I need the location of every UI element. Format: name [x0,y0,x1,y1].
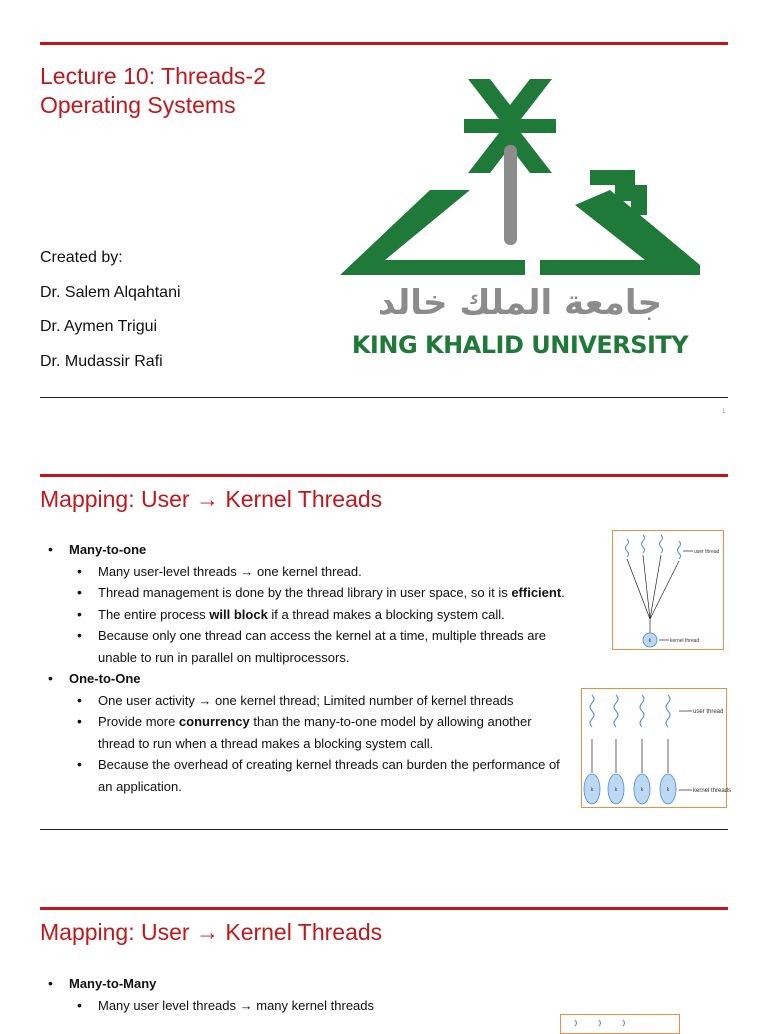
many-to-many-heading: Many-to-Many [69,976,157,991]
slide2-top-rule [40,474,728,477]
slide2-title: Mapping: User → Kernel Threads [40,486,383,512]
page-number: 1 [722,409,726,415]
logo-english-text: KING KHALID UNIVERSITY [351,331,689,359]
slide3-title: Mapping: User → Kernel Threads [40,919,383,945]
user-thread-label: user thread [694,549,720,555]
list-item: • Provide more conurrency than the many-to-one model by allowing another thread to run when a thread makes a blocking system call. [69,711,568,754]
list-item: • Because the overhead of creating kernel threads can burden the performance of an application. [69,754,568,797]
list-item: • Thread management is done by the thread library in user space, so it is efficient. [69,582,568,604]
author-2: Dr. Aymen Trigui [40,318,158,335]
author-1: Dr. Salem Alqahtani [40,284,181,301]
list-item: • Many user-level threads → one kernel thread. [69,561,568,583]
slide2-bullets [48,539,568,797]
list-item [48,973,568,1016]
lecture-title: Lecture 10: Threads-2 Operating Systems [40,63,266,118]
list-item [48,539,568,668]
slide1-top-rule [40,42,728,45]
svg-text:k: k [614,787,618,793]
kernel-threads-label: kernel threads [693,788,732,794]
list-item: • The entire process will block if a thread makes a blocking system call. [69,604,568,626]
created-by-label: Created by: [40,249,123,266]
logo-emblem-icon [335,75,705,285]
one-to-one-diagram [581,688,732,808]
list-item [48,668,568,797]
author-3: Dr. Mudassir Rafi [40,353,163,370]
user-thread-label: user thread [693,709,724,715]
university-logo [335,75,705,370]
svg-text:k: k [590,787,594,793]
slide1-bottom-rule [40,397,728,398]
logo-arabic-text: جامعة الملك خالد [377,283,663,323]
svg-text:k: k [648,638,652,644]
svg-text:k: k [640,787,644,793]
list-item: • Many user level threads → many kernel threads [69,995,568,1017]
slide3-bullets [48,973,568,1016]
many-to-one-heading: Many-to-one [69,542,147,557]
slide3-top-rule [40,907,728,910]
one-to-one-heading: One-to-One [69,671,141,686]
svg-text:k: k [666,787,670,793]
kernel-thread-label: kernel thread [670,638,700,644]
slide2-bottom-rule [40,829,728,830]
many-to-many-diagram [560,1014,680,1034]
list-item: • One user activity → one kernel thread; Limited number of kernel threads [69,690,568,712]
list-item: • Because only one thread can access the kernel at a time, multiple threads are unable to run in parallel on multiprocessors. [69,625,568,668]
many-to-one-diagram [612,530,724,650]
